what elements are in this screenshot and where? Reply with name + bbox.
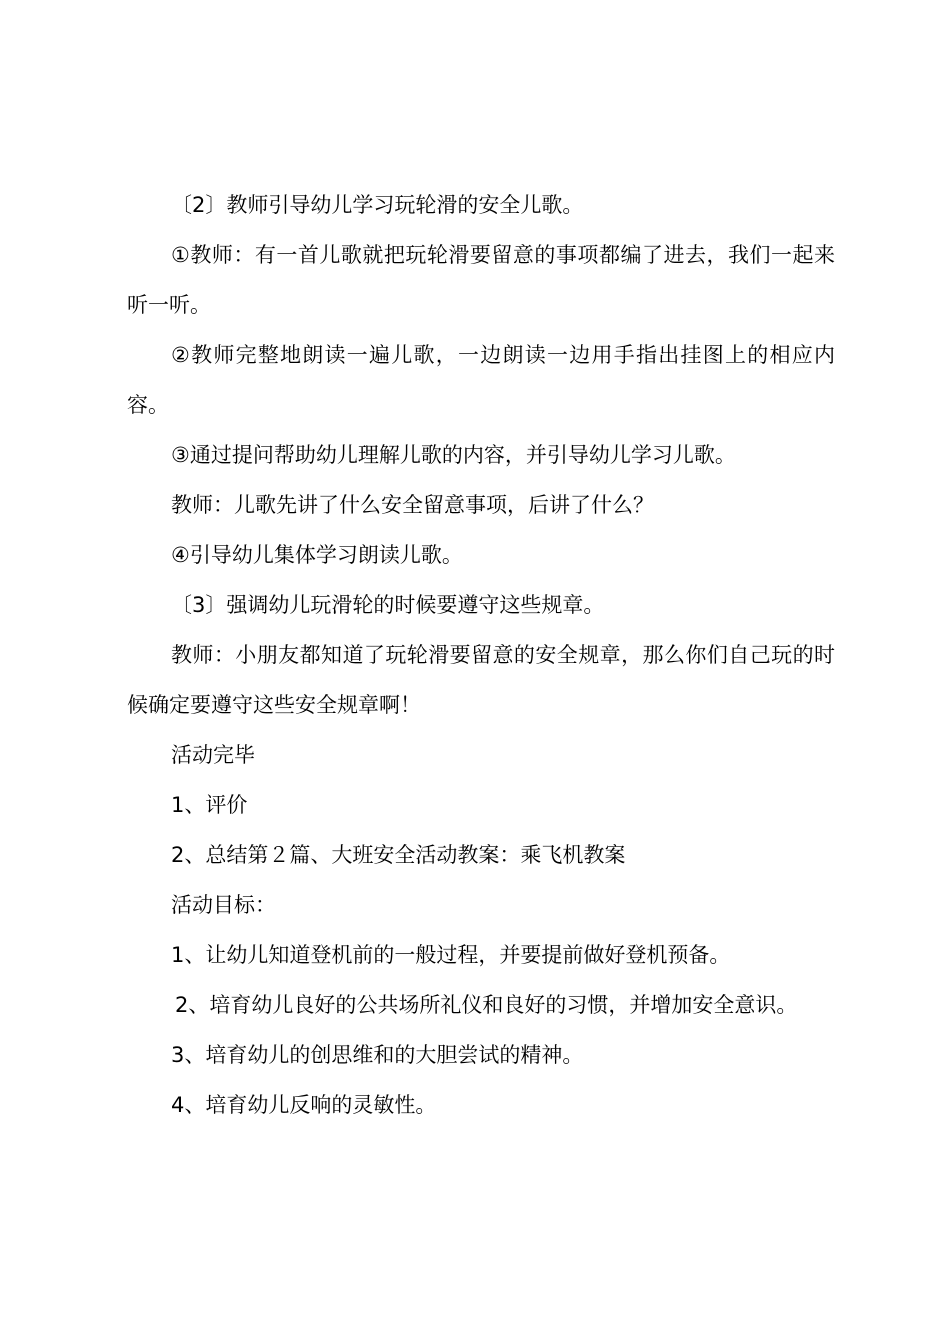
- paragraph-goal-2: 2、培育幼儿良好的公共场所礼仪和良好的习惯，并增加安全意识。: [175, 993, 798, 1017]
- paragraph-summary-next-article: 2、总结第２篇、大班安全活动教案：乘飞机教案: [171, 843, 626, 867]
- paragraph-goal-1: 1、让幼儿知道登机前的一般过程，并要提前做好登机预备。: [171, 943, 731, 967]
- paragraph-teacher-summary: 教师：小朋友都知道了玩轮滑要留意的安全规章，那么你们自己玩的时候确定要遵守这些安全规章啊！: [127, 643, 835, 717]
- paragraph-step-3-title: 〔3〕强调幼儿玩滑轮的时候要遵守这些规章。: [171, 593, 605, 617]
- paragraph-step-2-title: 〔2〕教师引导幼儿学习玩轮滑的安全儿歌。: [171, 193, 584, 217]
- paragraph-activity-end: 活动完毕: [171, 743, 255, 767]
- paragraph-goal-4: 4、培育幼儿反响的灵敏性。: [171, 1093, 437, 1117]
- paragraph-item-3: ③通过提问帮助幼儿理解儿歌的内容，并引导幼儿学习儿歌。: [171, 443, 736, 467]
- paragraph-teacher-question: 教师：儿歌先讲了什么安全留意事项，后讲了什么？: [171, 493, 654, 517]
- paragraph-item-4: ④引导幼儿集体学习朗读儿歌。: [171, 543, 463, 567]
- document-body: [127, 180, 835, 1130]
- paragraph-item-1: ①教师：有一首儿歌就把玩轮滑要留意的事项都编了进去，我们一起来听一听。: [127, 243, 835, 317]
- paragraph-goals-heading: 活动目标：: [171, 893, 276, 917]
- paragraph-goal-3: 3、培育幼儿的创思维和的大胆尝试的精神。: [171, 1043, 584, 1067]
- paragraph-evaluation: 1、评价: [171, 793, 248, 817]
- paragraph-item-2: ②教师完整地朗读一遍儿歌，一边朗读一边用手指出挂图上的相应内容。: [127, 343, 835, 417]
